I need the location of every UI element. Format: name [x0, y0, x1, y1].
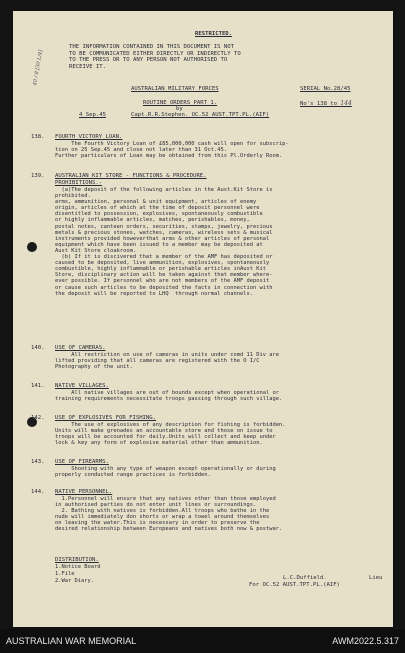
- forces-heading: AUSTRALIAN MILITARY FORCES: [131, 86, 219, 92]
- restricted-heading: RESTRICTED.: [195, 31, 233, 37]
- order-body: The Fourth Victory Loan of £85,000,000 cash will open for subscrip- tion on 25 Sep.45 and close not later than 31 Oct.45. Further particulars of Loan may be obtained from this Pl.Orderly Room.: [55, 141, 289, 160]
- footer-accession-number: AWM2022.5.317: [332, 636, 399, 646]
- order-number: 144.: [31, 489, 45, 495]
- by-label: by: [176, 106, 183, 112]
- order-subtitle: PROHIBITIONS.-: [55, 180, 103, 186]
- order-title: AUSTRALIAN KIT STORE - FUNCTIONS & PROCEDURE.: [55, 173, 207, 179]
- order-title: FOURTH VICTORY LOAN.: [55, 134, 123, 140]
- order-title: NATIVE VILLAGES.: [55, 383, 109, 389]
- footer-institution: AUSTRALIAN WAR MEMORIAL: [6, 636, 137, 646]
- issuing-officer: Capt.R.R.Stephen. OC.52 AUST.TPT.PL.(AIF): [131, 112, 270, 118]
- distribution-title: DISTRIBUTION.: [55, 557, 99, 563]
- order-body: 1.Personnel will ensure that any natives other than those employed in authorised parties do not enter unit lines or surroundings. 2. Bathing with natives is forbidden.All troops who bathe in the nude will immediately don shorts or wrap a towel around themselves on leaving the water.This is necessary in order to preserve the desired relationship between Europeans and natives both now & postwar.: [55, 496, 283, 533]
- order-body: The use of explosives of any description for fishing is forbidden. Units will make grenades an accountable store and those on issue to troops will be accounted for daily.Units will collect and keep under lock & key any form of explosive material other than ammunition.: [55, 422, 286, 447]
- serial-number: SERIAL No.28/45: [300, 86, 351, 92]
- signature-rank: Lieu: [369, 575, 383, 581]
- routine-orders-title: ROUTINE ORDERS PART 1.: [143, 100, 218, 106]
- order-number: 143.: [31, 459, 45, 465]
- order-number: 138.: [31, 134, 45, 140]
- distribution-item: 2.War Diary.: [55, 578, 94, 584]
- document-page: [13, 11, 393, 627]
- order-body: Shooting with any type of weapon except operationally or during properly conducted range practices is forbidden.: [55, 466, 276, 479]
- order-number: 140.: [31, 345, 45, 351]
- order-body: All restriction on use of cameras in units under comd 11 Div are lifted providing that all cameras are registered with the O I/C Photography of the unit.: [55, 352, 279, 371]
- order-number: 141.: [31, 383, 45, 389]
- handwritten-margin-note: 40 / 8 [30 L/4]: [32, 49, 45, 87]
- order-numbers: No's 138 to 144: [300, 100, 352, 107]
- order-body: All native villages are out of bounds except when operational or training requirements necessitate troops passing through such village.: [55, 390, 283, 403]
- order-date: 4 Sep.45: [79, 112, 106, 118]
- signature-name: L.C.Duffield.: [283, 575, 327, 581]
- order-body: (a)The deposit of the following articles in the Aust.Kit Store is prohibited. arms, ammunition, personal & unit equipment, articles of enemy origin, articles of which at the time of deposit personnel were disentitled to possession, explosives, spontaneously combustible or highly inflammable articles, matches, perishables, money, postal notes, canteen orders, securities, stamps, jewelry, precious metals & precious stones, watches, cameras, wireless sets & musical instruments provided howeverthat arms & other articles of personal equipment which have been issued to a member may be deposited at Aust Kit Store cloakroom. (b) If it is discivered that a member of the AMF has deposited or caused to be deposited, live ammunition, explosives, spontaneously combustible, highly inflammable or perishable articles inAust Kit Store, disciplinary action will be taken against that member where- ever possible. If personnel who are not members of the AMF deposit or cause such articles to be deposited the facts in connection with the deposit will be reported to LHQ through normal channels.: [55, 187, 273, 297]
- order-title: NATIVE PERSONNEL.: [55, 489, 113, 495]
- order-title: USE OF EXPLOSIVES FOR FISHING.: [55, 415, 157, 421]
- punch-hole: [27, 242, 37, 252]
- distribution-item: 1.Notice Board: [55, 564, 101, 570]
- order-title: USE OF FIREARMS.: [55, 459, 109, 465]
- order-title: USE OF CAMERAS.: [55, 345, 106, 351]
- distribution-item: 1.File: [55, 571, 75, 577]
- signature-for: For OC.52 AUST.TPT.PL.(AIF): [249, 582, 340, 588]
- order-number: 139.: [31, 173, 45, 179]
- order-number: 142.: [31, 415, 45, 421]
- security-notice: THE INFORMATION CONTAINED IN THIS DOCUMENT IS NOT TO BE COMMUNICATED EITHER DIRECTLY OR INDIRECTLY TO TO THE PRESS OR TO ANY PERSON NOT AUTHORISED TO RECEIVE IT.: [69, 44, 241, 70]
- footer-bar: [0, 629, 405, 653]
